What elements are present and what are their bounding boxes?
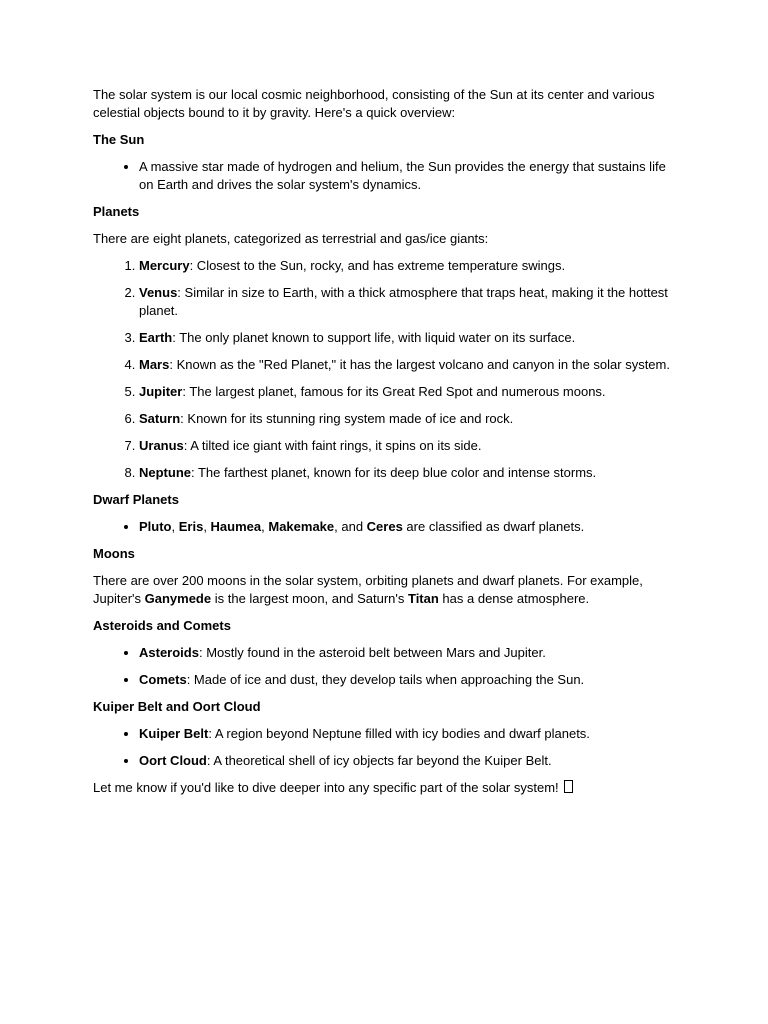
- list-item: [139, 644, 678, 662]
- planet-name: Earth: [139, 330, 173, 345]
- list-item: [139, 725, 678, 743]
- moon-name: Ganymede: [144, 591, 212, 606]
- planet-desc: : Known as the "Red Planet," it has the largest volcano and canyon in the solar system.: [169, 357, 670, 372]
- planet-item-mercury: [139, 257, 678, 275]
- dwarf-name: Eris: [178, 519, 204, 534]
- planet-name: Neptune: [139, 465, 191, 480]
- intro-paragraph: The solar system is our local cosmic neighborhood, consisting of the Sun at its center and various celestial objects bound to it by gravity. Here's a quick overview:: [93, 87, 655, 120]
- planet-name: Saturn: [139, 411, 181, 426]
- moons-text: has a dense atmosphere.: [438, 591, 590, 606]
- list-item: • A massive star made of hydrogen and helium, the Sun provides the energy that sustains life on Earth and drives the solar system's dynamics.: [139, 158, 678, 194]
- item-desc: : A theoretical shell of icy objects far beyond the Kuiper Belt.: [206, 753, 552, 768]
- item-desc: : Made of ice and dust, they develop tails when approaching the Sun.: [186, 672, 585, 687]
- item-name: Asteroids: [139, 645, 199, 660]
- dwarf-desc: are classified as dwarf planets.: [402, 519, 585, 534]
- sun-list: [93, 158, 678, 194]
- moons-heading: Moons: [93, 546, 135, 561]
- planet-item-neptune: [139, 464, 678, 482]
- planet-item-saturn: [139, 410, 678, 428]
- planet-desc: : Similar in size to Earth, with a thick atmosphere that traps heat, making it the hottest planet.: [139, 285, 668, 318]
- planet-name: Venus: [139, 285, 178, 300]
- document-page: [93, 86, 678, 806]
- planet-item-mars: [139, 356, 678, 374]
- item-name: Oort Cloud: [139, 753, 207, 768]
- planet-item-jupiter: [139, 383, 678, 401]
- sun-heading: The Sun: [93, 132, 145, 147]
- list-item: [139, 518, 678, 536]
- moons-text: There are over 200 moons in the solar system, orbiting planets and dwarf planets. For example, Jupiter's: [93, 573, 643, 606]
- dwarf-name: Makemake: [268, 519, 335, 534]
- dwarf-name: Haumea: [210, 519, 262, 534]
- moons-text: is the largest moon, and Saturn's: [211, 591, 408, 606]
- item-desc: : Mostly found in the asteroid belt between Mars and Jupiter.: [198, 645, 546, 660]
- planet-item-uranus: [139, 437, 678, 455]
- asteroids-list: [93, 644, 678, 689]
- item-desc: : A region beyond Neptune filled with icy bodies and dwarf planets.: [208, 726, 590, 741]
- dwarf-name: Pluto: [139, 519, 172, 534]
- separator: ,: [261, 519, 269, 534]
- item-name: Kuiper Belt: [139, 726, 209, 741]
- separator: ,: [203, 519, 211, 534]
- planet-name: Uranus: [139, 438, 184, 453]
- planet-desc: : The farthest planet, known for its deep blue color and intense storms.: [191, 465, 597, 480]
- planets-heading: Planets: [93, 204, 140, 219]
- item-name: Comets: [139, 672, 187, 687]
- planet-item-venus: [139, 284, 678, 320]
- planet-item-earth: [139, 329, 678, 347]
- kuiper-heading: Kuiper Belt and Oort Cloud: [93, 699, 261, 714]
- planet-name: Mercury: [139, 258, 190, 273]
- list-item: [139, 752, 678, 770]
- closing-paragraph: [93, 779, 678, 797]
- separator: , and: [334, 519, 367, 534]
- missing-glyph-icon: [564, 780, 573, 793]
- closing-text: Let me know if you'd like to dive deeper into any specific part of the solar system!: [93, 780, 559, 795]
- moon-name: Titan: [407, 591, 439, 606]
- separator: ,: [171, 519, 179, 534]
- planet-desc: : The largest planet, famous for its Great Red Spot and numerous moons.: [182, 384, 606, 399]
- dwarf-name: Ceres: [366, 519, 403, 534]
- planet-desc: : Known for its stunning ring system made of ice and rock.: [180, 411, 514, 426]
- kuiper-list: [93, 725, 678, 770]
- planets-list: [93, 257, 678, 482]
- list-item: [139, 671, 678, 689]
- planet-desc: : The only planet known to support life, with liquid water on its surface.: [172, 330, 576, 345]
- planet-desc: : A tilted ice giant with faint rings, it spins on its side.: [183, 438, 482, 453]
- dwarf-heading: Dwarf Planets: [93, 492, 179, 507]
- planet-name: Mars: [139, 357, 170, 372]
- planet-name: Jupiter: [139, 384, 183, 399]
- dwarf-list: [93, 518, 678, 536]
- planets-intro: There are eight planets, categorized as terrestrial and gas/ice giants:: [93, 231, 489, 246]
- planet-desc: : Closest to the Sun, rocky, and has extreme temperature swings.: [189, 258, 566, 273]
- moons-paragraph: [93, 572, 678, 608]
- asteroids-heading: Asteroids and Comets: [93, 618, 231, 633]
